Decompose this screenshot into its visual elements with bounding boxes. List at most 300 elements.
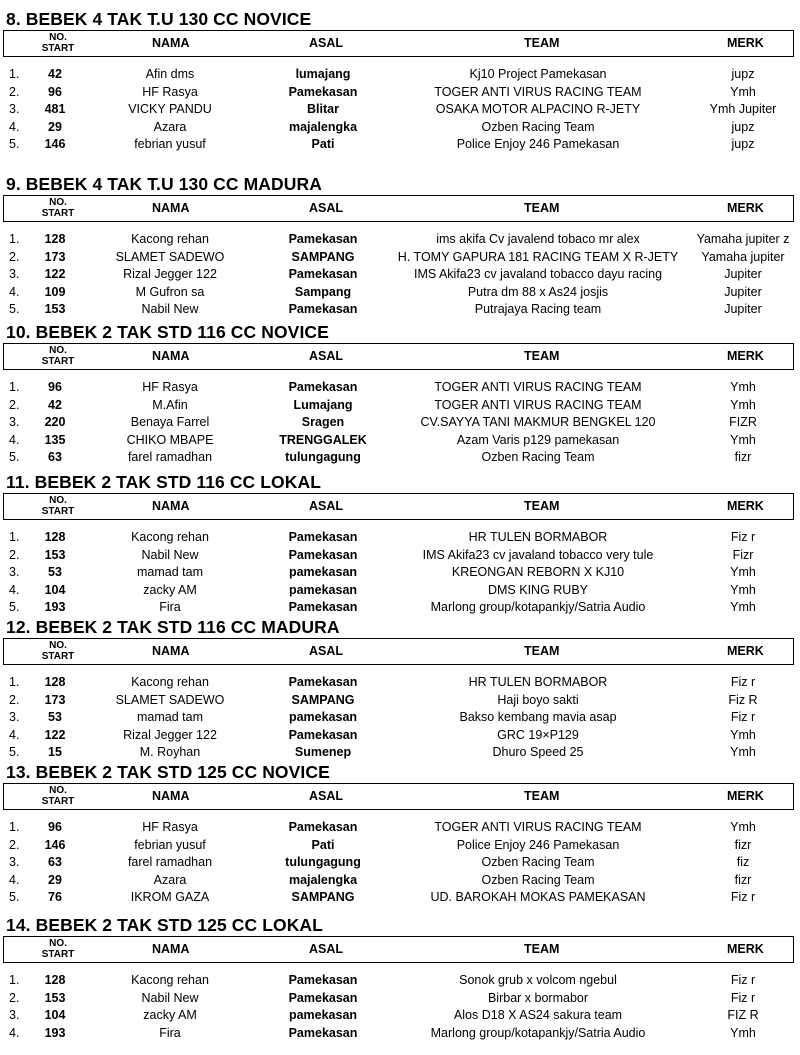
- row-index: 3.: [9, 415, 20, 429]
- class-title: 12. BEBEK 2 TAK STD 116 CC MADURA: [6, 617, 340, 637]
- start-number: 146: [44, 837, 66, 852]
- rider-origin: Pamekasan: [288, 820, 358, 834]
- rider-origin: Pati: [311, 837, 335, 852]
- start-number: 128: [44, 530, 66, 544]
- header-no-start: [36, 938, 80, 960]
- team-name: TOGER ANTI VIRUS RACING TEAM: [434, 84, 642, 99]
- header-start-label: START: [41, 796, 75, 807]
- bike-brand: Fiz r: [730, 530, 756, 544]
- row-index: 5.: [9, 137, 20, 151]
- start-number: 29: [48, 872, 62, 887]
- rider-name: M. Royhan: [139, 745, 201, 759]
- header-team: TEAM: [524, 36, 560, 50]
- start-number: 104: [44, 1008, 66, 1022]
- row-index: 5.: [9, 890, 20, 904]
- rider-origin: Pamekasan: [288, 973, 358, 987]
- row-index: 5.: [9, 302, 20, 316]
- bike-brand: fiz: [736, 855, 750, 869]
- header-start-label: START: [41, 356, 75, 367]
- row-index: 1.: [9, 820, 20, 834]
- row-index: 2.: [9, 837, 20, 852]
- start-number: 153: [44, 547, 66, 562]
- header-no-start: [36, 640, 80, 662]
- rider-name: HF Rasya: [142, 380, 198, 394]
- header-team: TEAM: [524, 942, 560, 956]
- start-number: 173: [44, 692, 66, 707]
- start-number: 42: [48, 67, 62, 81]
- table-row: [0, 266, 800, 284]
- row-index: 2.: [9, 692, 20, 707]
- start-number: 153: [44, 990, 66, 1005]
- table-row: [0, 379, 800, 397]
- header-merk: MERK: [727, 349, 764, 363]
- header-no-label: NO.: [49, 197, 67, 208]
- rider-origin: Pamekasan: [288, 84, 358, 99]
- rider-name: Benaya Farrel: [130, 415, 210, 429]
- rider-origin: Pamekasan: [288, 727, 358, 742]
- rider-name: Azara: [153, 119, 187, 134]
- team-name: Sonok grub x volcom ngebul: [459, 973, 617, 987]
- bike-brand: Ymh: [730, 565, 756, 579]
- bike-brand: fizr: [734, 837, 752, 852]
- start-number: 193: [44, 600, 66, 614]
- bike-brand: Ymh: [730, 84, 756, 99]
- team-name: TOGER ANTI VIRUS RACING TEAM: [434, 380, 642, 394]
- header-nama: NAMA: [152, 942, 190, 956]
- rider-origin: Pati: [311, 137, 335, 151]
- header-team: TEAM: [524, 644, 560, 658]
- rider-origin: Blitar: [307, 102, 339, 116]
- row-index: 3.: [9, 267, 20, 281]
- start-number: 76: [48, 890, 62, 904]
- rider-name: IKROM GAZA: [130, 890, 210, 904]
- bike-brand: Ymh: [730, 397, 756, 412]
- rider-origin: Pamekasan: [288, 1025, 358, 1040]
- header-no-label: NO.: [49, 345, 67, 356]
- table-row: [0, 249, 800, 267]
- row-index: 1.: [9, 675, 20, 689]
- table-row: [0, 1007, 800, 1025]
- team-name: Ozben Racing Team: [481, 450, 595, 464]
- start-number: 96: [48, 820, 62, 834]
- header-merk: MERK: [727, 644, 764, 658]
- class-title: 8. BEBEK 4 TAK T.U 130 CC NOVICE: [6, 9, 312, 29]
- table-row: [0, 990, 800, 1008]
- row-index: 4.: [9, 727, 20, 742]
- rider-origin: Sragen: [301, 415, 345, 429]
- start-number: 96: [48, 84, 62, 99]
- bike-brand: Fiz r: [730, 973, 756, 987]
- team-name: Dhuro Speed 25: [492, 745, 584, 759]
- team-name: Bakso kembang mavia asap: [459, 710, 617, 724]
- rider-name: Kacong rehan: [131, 530, 209, 544]
- row-index: 4.: [9, 284, 20, 299]
- bike-brand: Jupiter: [724, 267, 762, 281]
- bike-brand: Ymh: [730, 1025, 756, 1040]
- table-row: [0, 727, 800, 745]
- rider-origin: Pamekasan: [288, 302, 358, 316]
- team-name: Haji boyo sakti: [497, 692, 579, 707]
- start-number: 104: [44, 582, 66, 597]
- header-asal: ASAL: [309, 789, 344, 803]
- bike-brand: Fiz R: [728, 692, 758, 707]
- team-name: Marlong group/kotapankjy/Satria Audio: [430, 600, 646, 614]
- team-name: GRC 19×P129: [497, 727, 579, 742]
- rider-origin: SAMPANG: [291, 249, 355, 264]
- header-asal: ASAL: [309, 201, 344, 215]
- bike-brand: jupz: [731, 119, 755, 134]
- rider-name: Kacong rehan: [131, 232, 209, 246]
- rider-name: Kacong rehan: [131, 675, 209, 689]
- rider-name: febrian yusuf: [134, 137, 206, 151]
- table-row: [0, 872, 800, 890]
- table-row: [0, 397, 800, 415]
- header-asal: ASAL: [309, 36, 344, 50]
- header-no-label: NO.: [49, 495, 67, 506]
- rider-origin: Sampang: [294, 284, 352, 299]
- team-name: Kj10 Project Pamekasan: [469, 67, 607, 81]
- header-nama: NAMA: [152, 789, 190, 803]
- row-index: 2.: [9, 547, 20, 562]
- row-index: 4.: [9, 872, 20, 887]
- header-no-start: [36, 785, 80, 807]
- team-name: TOGER ANTI VIRUS RACING TEAM: [434, 397, 642, 412]
- bike-brand: Jupiter: [724, 284, 762, 299]
- rider-name: zacky AM: [143, 582, 197, 597]
- class-title: 14. BEBEK 2 TAK STD 125 CC LOKAL: [6, 915, 323, 935]
- row-index: 1.: [9, 232, 20, 246]
- bike-brand: Yamaha jupiter z: [696, 232, 790, 246]
- team-name: CV.SAYYA TANI MAKMUR BENGKEL 120: [420, 415, 656, 429]
- rider-name: Fira: [159, 600, 181, 614]
- header-nama: NAMA: [152, 36, 190, 50]
- class-title: 11. BEBEK 2 TAK STD 116 CC LOKAL: [6, 472, 322, 492]
- class-title: 13. BEBEK 2 TAK STD 125 CC NOVICE: [6, 762, 330, 782]
- bike-brand: Jupiter: [724, 302, 762, 316]
- header-merk: MERK: [727, 942, 764, 956]
- start-number: 109: [44, 284, 66, 299]
- row-index: 4.: [9, 119, 20, 134]
- row-index: 2.: [9, 397, 20, 412]
- rider-origin: Pamekasan: [288, 380, 358, 394]
- rider-name: Rizal Jegger 122: [123, 727, 217, 742]
- team-name: ims akifa Cv javalend tobaco mr alex: [436, 232, 640, 246]
- team-name: Azam Varis p129 pamekasan: [456, 432, 620, 447]
- table-row: [0, 301, 800, 319]
- bike-brand: Fiz r: [730, 890, 756, 904]
- rider-origin: majalengka: [288, 872, 358, 887]
- bike-brand: Yamaha jupiter: [701, 249, 785, 264]
- rider-name: VICKY PANDU: [128, 102, 212, 116]
- start-number: 128: [44, 232, 66, 246]
- header-merk: MERK: [727, 499, 764, 513]
- team-name: UD. BAROKAH MOKAS PAMEKASAN: [430, 890, 646, 904]
- rider-origin: lumajang: [295, 67, 351, 81]
- rider-origin: Pamekasan: [288, 232, 358, 246]
- row-index: 5.: [9, 450, 20, 464]
- header-no-start: [36, 197, 80, 219]
- table-row: [0, 529, 800, 547]
- table-header: [3, 343, 794, 370]
- team-name: DMS KING RUBY: [487, 582, 588, 597]
- start-number: 128: [44, 675, 66, 689]
- rider-origin: Pamekasan: [288, 547, 358, 562]
- rider-name: Afin dms: [145, 67, 195, 81]
- row-index: 4.: [9, 582, 20, 597]
- row-index: 3.: [9, 565, 20, 579]
- team-name: IMS Akifa23 cv javaland tobacco very tule: [422, 547, 654, 562]
- rider-name: Nabil New: [141, 990, 199, 1005]
- team-name: OSAKA MOTOR ALPACINO R-JETY: [435, 102, 641, 116]
- table-header: [3, 30, 794, 57]
- team-name: Ozben Racing Team: [481, 119, 595, 134]
- table-row: [0, 101, 800, 119]
- team-name: Marlong group/kotapankjy/Satria Audio: [430, 1025, 646, 1040]
- start-number: 128: [44, 973, 66, 987]
- bike-brand: Ymh Jupiter: [709, 102, 777, 116]
- bike-brand: FIZ R: [727, 1008, 759, 1022]
- rider-origin: pamekasan: [288, 565, 358, 579]
- header-no-label: NO.: [49, 32, 67, 43]
- start-number: 42: [48, 397, 62, 412]
- table-row: [0, 854, 800, 872]
- team-name: Ozben Racing Team: [481, 855, 595, 869]
- start-number: 153: [44, 302, 66, 316]
- rider-name: HF Rasya: [142, 820, 198, 834]
- table-row: [0, 889, 800, 907]
- table-row: [0, 284, 800, 302]
- table-header: [3, 783, 794, 810]
- header-team: TEAM: [524, 201, 560, 215]
- team-name: IMS Akifa23 cv javaland tobacco dayu racing: [413, 267, 663, 281]
- team-name: HR TULEN BORMABOR: [468, 675, 608, 689]
- rider-name: M.Afin: [152, 397, 188, 412]
- bike-brand: jupz: [731, 67, 755, 81]
- bike-brand: Ymh: [730, 582, 756, 597]
- rider-origin: tulungagung: [285, 450, 361, 464]
- start-number: 29: [48, 119, 62, 134]
- team-name: KREONGAN REBORN X KJ10: [451, 565, 625, 579]
- table-row: [0, 599, 800, 617]
- row-index: 1.: [9, 380, 20, 394]
- start-number: 53: [48, 710, 62, 724]
- bike-brand: jupz: [731, 137, 755, 151]
- team-name: Ozben Racing Team: [481, 872, 595, 887]
- header-no-start: [36, 32, 80, 54]
- rider-origin: Pamekasan: [288, 600, 358, 614]
- header-no-start: [36, 495, 80, 517]
- rider-name: zacky AM: [143, 1008, 197, 1022]
- table-row: [0, 744, 800, 762]
- table-row: [0, 709, 800, 727]
- header-merk: MERK: [727, 36, 764, 50]
- start-number: 96: [48, 380, 62, 394]
- table-header: [3, 195, 794, 222]
- bike-brand: fizr: [734, 450, 752, 464]
- table-row: [0, 449, 800, 467]
- bike-brand: Ymh: [730, 727, 756, 742]
- rider-name: SLAMET SADEWO: [115, 692, 225, 707]
- rider-origin: SAMPANG: [291, 692, 355, 707]
- header-nama: NAMA: [152, 201, 190, 215]
- rider-name: farel ramadhan: [127, 450, 213, 464]
- rider-origin: TRENGGALEK: [279, 432, 367, 447]
- table-row: [0, 66, 800, 84]
- table-row: [0, 119, 800, 137]
- team-name: TOGER ANTI VIRUS RACING TEAM: [434, 820, 642, 834]
- row-index: 1.: [9, 973, 20, 987]
- row-index: 3.: [9, 710, 20, 724]
- start-number: 173: [44, 249, 66, 264]
- row-index: 1.: [9, 67, 20, 81]
- table-row: [0, 414, 800, 432]
- table-header: [3, 638, 794, 665]
- team-name: Police Enjoy 246 Pamekasan: [456, 137, 620, 151]
- rider-origin: SAMPANG: [291, 890, 355, 904]
- table-header: [3, 936, 794, 963]
- row-index: 3.: [9, 1008, 20, 1022]
- rider-origin: Lumajang: [293, 397, 353, 412]
- rider-origin: Pamekasan: [288, 990, 358, 1005]
- rider-name: mamad tam: [137, 710, 203, 724]
- rider-origin: pamekasan: [288, 582, 358, 597]
- rider-origin: Pamekasan: [288, 530, 358, 544]
- header-start-label: START: [41, 43, 75, 54]
- table-row: [0, 837, 800, 855]
- rider-origin: Pamekasan: [288, 267, 358, 281]
- table-row: [0, 972, 800, 990]
- row-index: 5.: [9, 745, 20, 759]
- rider-name: HF Rasya: [142, 84, 198, 99]
- header-start-label: START: [41, 651, 75, 662]
- class-title: 10. BEBEK 2 TAK STD 116 CC NOVICE: [6, 322, 329, 342]
- start-number: 122: [44, 727, 66, 742]
- header-start-label: START: [41, 506, 75, 517]
- start-number: 193: [44, 1025, 66, 1040]
- header-start-label: START: [41, 208, 75, 219]
- bike-brand: Fiz r: [730, 675, 756, 689]
- rider-name: CHIKO MBAPE: [126, 432, 214, 447]
- header-asal: ASAL: [309, 644, 344, 658]
- team-name: HR TULEN BORMABOR: [468, 530, 608, 544]
- team-name: Alos D18 X AS24 sakura team: [453, 1008, 623, 1022]
- header-merk: MERK: [727, 201, 764, 215]
- row-index: 2.: [9, 249, 20, 264]
- rider-name: Nabil New: [141, 547, 199, 562]
- header-asal: ASAL: [309, 349, 344, 363]
- table-row: [0, 231, 800, 249]
- table-row: [0, 819, 800, 837]
- table-row: [0, 84, 800, 102]
- table-row: [0, 432, 800, 450]
- bike-brand: Ymh: [730, 432, 756, 447]
- header-team: TEAM: [524, 349, 560, 363]
- header-asal: ASAL: [309, 942, 344, 956]
- table-row: [0, 582, 800, 600]
- bike-brand: Ymh: [730, 380, 756, 394]
- start-number: 481: [44, 102, 66, 116]
- start-number: 15: [48, 745, 62, 759]
- header-no-label: NO.: [49, 640, 67, 651]
- header-no-label: NO.: [49, 938, 67, 949]
- table-row: [0, 564, 800, 582]
- rider-name: febrian yusuf: [134, 837, 206, 852]
- header-nama: NAMA: [152, 644, 190, 658]
- header-no-start: [36, 345, 80, 367]
- rider-origin: Sumenep: [294, 745, 352, 759]
- rider-name: Kacong rehan: [131, 973, 209, 987]
- bike-brand: Fizr: [732, 547, 754, 562]
- team-name: H. TOMY GAPURA 181 RACING TEAM X R-JETY: [397, 249, 679, 264]
- team-name: Putra dm 88 x As24 josjis: [467, 284, 609, 299]
- row-index: 4.: [9, 1025, 20, 1040]
- start-number: 63: [48, 450, 62, 464]
- row-index: 2.: [9, 84, 20, 99]
- rider-name: Rizal Jegger 122: [123, 267, 217, 281]
- start-number: 135: [44, 432, 66, 447]
- row-index: 3.: [9, 855, 20, 869]
- start-number: 146: [44, 137, 66, 151]
- header-no-label: NO.: [49, 785, 67, 796]
- rider-name: Fira: [159, 1025, 181, 1040]
- row-index: 3.: [9, 102, 20, 116]
- row-index: 1.: [9, 530, 20, 544]
- table-row: [0, 136, 800, 154]
- header-team: TEAM: [524, 499, 560, 513]
- start-number: 220: [44, 415, 66, 429]
- rider-name: M Gufron sa: [135, 284, 205, 299]
- row-index: 5.: [9, 600, 20, 614]
- table-header: [3, 493, 794, 520]
- team-name: Birbar x bormabor: [487, 990, 589, 1005]
- bike-brand: Fiz r: [730, 990, 756, 1005]
- bike-brand: Ymh: [730, 820, 756, 834]
- class-title: 9. BEBEK 4 TAK T.U 130 CC MADURA: [6, 174, 322, 194]
- header-asal: ASAL: [309, 499, 344, 513]
- header-team: TEAM: [524, 789, 560, 803]
- header-start-label: START: [41, 949, 75, 960]
- start-number: 53: [48, 565, 62, 579]
- bike-brand: Ymh: [730, 600, 756, 614]
- start-number: 63: [48, 855, 62, 869]
- team-name: Putrajaya Racing team: [474, 302, 602, 316]
- rider-origin: tulungagung: [285, 855, 361, 869]
- team-name: Police Enjoy 246 Pamekasan: [456, 837, 620, 852]
- rider-name: Nabil New: [141, 302, 199, 316]
- rider-name: Azara: [153, 872, 187, 887]
- rider-name: SLAMET SADEWO: [115, 249, 225, 264]
- rider-name: mamad tam: [137, 565, 203, 579]
- header-merk: MERK: [727, 789, 764, 803]
- row-index: 2.: [9, 990, 20, 1005]
- rider-origin: Pamekasan: [288, 675, 358, 689]
- header-nama: NAMA: [152, 499, 190, 513]
- table-row: [0, 547, 800, 565]
- header-nama: NAMA: [152, 349, 190, 363]
- bike-brand: Fiz r: [730, 710, 756, 724]
- rider-origin: pamekasan: [288, 1008, 358, 1022]
- bike-brand: Ymh: [730, 745, 756, 759]
- start-number: 122: [44, 267, 66, 281]
- table-row: [0, 674, 800, 692]
- bike-brand: FIZR: [729, 415, 757, 429]
- rider-origin: majalengka: [288, 119, 358, 134]
- row-index: 4.: [9, 432, 20, 447]
- rider-origin: pamekasan: [288, 710, 358, 724]
- bike-brand: fizr: [734, 872, 752, 887]
- table-row: [0, 692, 800, 710]
- table-row: [0, 1025, 800, 1043]
